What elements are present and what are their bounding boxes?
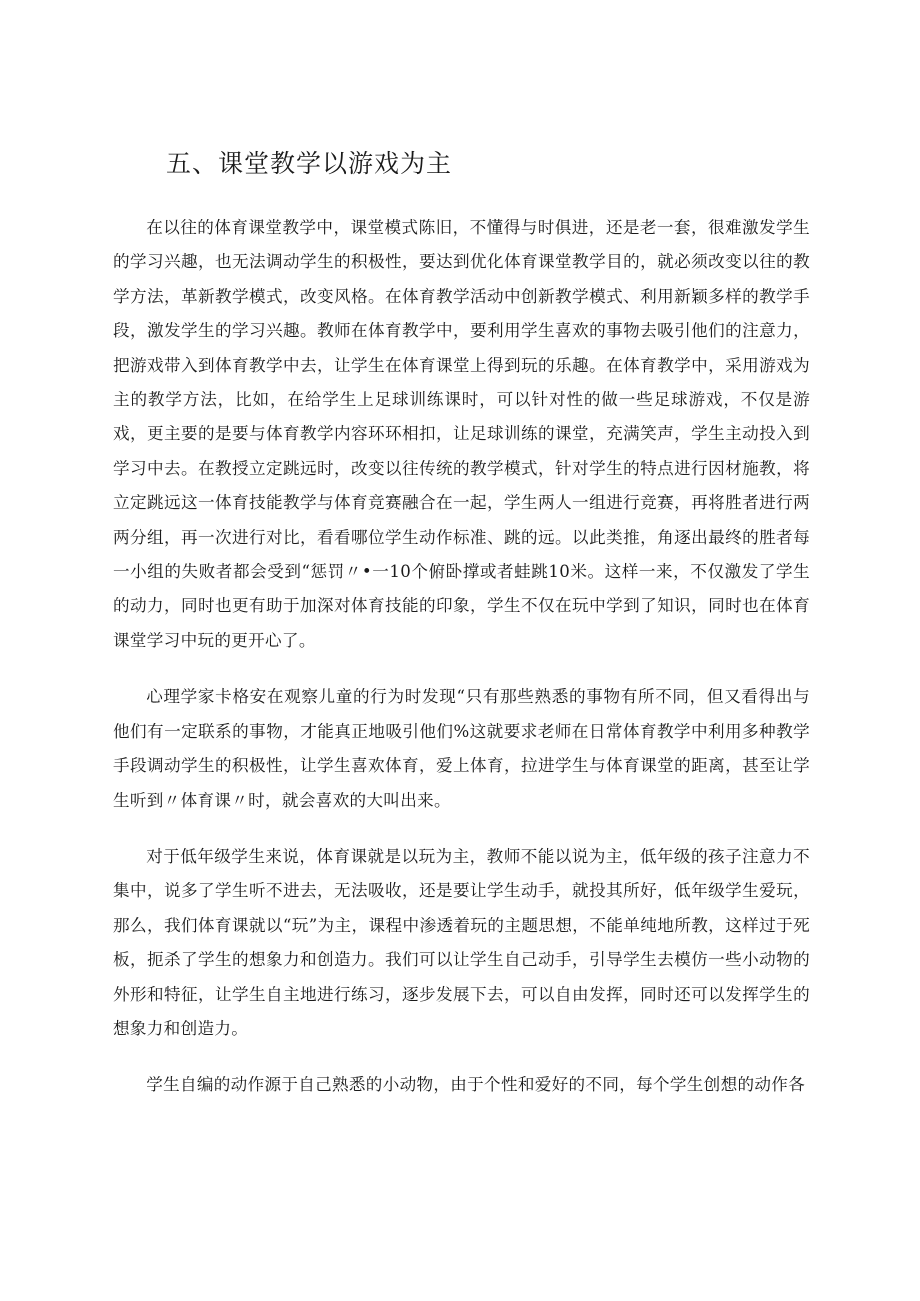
paragraph-2: 心理学家卡格安在观察儿童的行为时发现“只有那些熟悉的事物有所不同，但又看得出与他们有一定联系的事物，才能真正地吸引他们%这就要求老师在日常体育教学中利用多种教学手段调动学生的积极性，让学生喜欢体育，爱上体育，拉进学生与体育课堂的距离，甚至让学生听到〃体育课〃时，就会喜欢的大叫出来。	[113, 687, 810, 810]
paragraph-3: 对于低年级学生来说，体育课就是以玩为主，教师不能以说为主，低年级的孩子注意力不集中，说多了学生听不进去，无法吸收，还是要让学生动手，就投其所好，低年级学生爱玩，那么，我们体育课就以“玩”为主，课程中渗透着玩的主题思想，不能单纯地所教，这样过于死板，扼杀了学生的想象力和创造力。我们可以让学生自己动手，引导学生去模仿一些小动物的外形和特征，让学生自主地进行练习，逐步发展下去，可以自由发挥，同时还可以发挥学生的想象力和创造力。	[113, 846, 810, 1038]
section-body	[113, 211, 810, 1103]
paragraph-4: 学生自编的动作源于自己熟悉的小动物，由于个性和爱好的不同，每个学生创想的动作各	[146, 1075, 806, 1095]
section-heading: 五、课堂教学以游戏为主	[166, 149, 453, 178]
paragraph-1: 在以往的体育课堂教学中，课堂模式陈旧，不懂得与时俱进，还是老一套，很难激发学生的学习兴趣，也无法调动学生的积极性，要达到优化体育课堂教学目的，就必须改变以往的教学方法，革新教学模式，改变风格。在体育教学活动中创新教学模式、利用新颖多样的教学手段，激发学生的学习兴趣。教师在体育教学中，要利用学生喜欢的事物去吸引他们的注意力，把游戏带入到体育教学中去，让学生在体育课堂上得到玩的乐趣。在体育教学中，采用游戏为主的教学方法，比如，在给学生上足球训练课时，可以针对性的做一些足球游戏，不仅是游戏，更主要的是要与体育教学内容环环相扣，让足球训练的课堂，充满笑声，学生主动投入到学习中去。在教授立定跳远时，改变以往传统的教学模式，针对学生的特点进行因材施教，将立定跳远这一体育技能教学与体育竞赛融合在一起，学生两人一组进行竞赛，再将胜者进行两两分组，再一次进行对比，看看哪位学生动作标准、跳的远。以此类推，角逐出最终的胜者每一小组的失败者都会受到“惩罚〃•一10个俯卧撑或者蛙跳10米。这样一来，不仅激发了学生的动力，同时也更有助于加深对体育技能的印象，学生不仅在玩中学到了知识，同时也在体育课堂学习中玩的更开心了。	[113, 218, 810, 650]
